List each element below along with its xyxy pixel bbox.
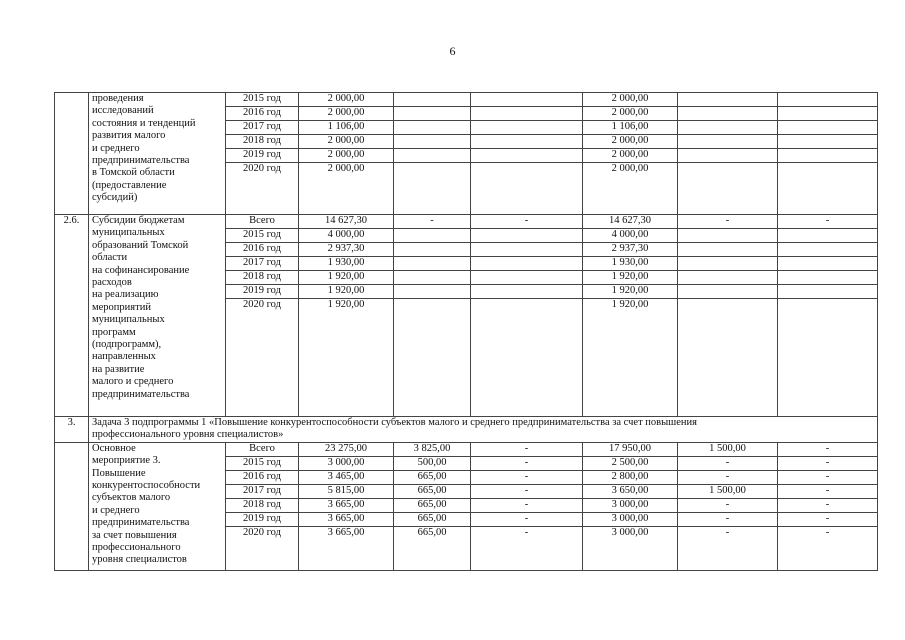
regional-cell: 2 000,00 [583, 149, 678, 163]
regional-cell: 1 920,00 [583, 285, 678, 299]
total-cell: 1 920,00 [299, 271, 394, 285]
column-4-cell [471, 107, 583, 121]
column-4-cell: - [471, 215, 583, 229]
description-line: предпринимательства [92, 155, 190, 167]
period-cell: 2018 год [226, 135, 299, 149]
column-4-cell [471, 135, 583, 149]
total-cell: 3 665,00 [299, 526, 394, 570]
row-number: 2.6. [55, 215, 89, 417]
period-cell: 2016 год [226, 243, 299, 257]
description-line: направленных [92, 351, 156, 363]
row-description [89, 442, 226, 570]
total-cell: 3 465,00 [299, 470, 394, 484]
federal-cell [394, 229, 471, 243]
regional-cell: 2 937,30 [583, 243, 678, 257]
row-number [55, 93, 89, 215]
regional-cell: 17 950,00 [583, 442, 678, 456]
column-7-cell [778, 299, 878, 417]
federal-cell: 665,00 [394, 484, 471, 498]
total-cell: 2 000,00 [299, 149, 394, 163]
federal-cell [394, 121, 471, 135]
regional-cell: 1 106,00 [583, 121, 678, 135]
description-line: Основное [92, 442, 136, 454]
period-cell: 2019 год [226, 512, 299, 526]
column-4-cell: - [471, 512, 583, 526]
table-row [55, 442, 878, 456]
column-6-cell [678, 257, 778, 271]
description-line: программ [92, 326, 136, 338]
description-line: предпринимательства [92, 388, 190, 400]
description-line: профессионального [92, 542, 181, 554]
task-row [55, 417, 878, 443]
total-cell: 2 000,00 [299, 163, 394, 215]
period-cell: Всего [226, 442, 299, 456]
period-cell: 2016 год [226, 107, 299, 121]
column-6-cell: - [678, 498, 778, 512]
column-4-cell [471, 229, 583, 243]
regional-cell: 2 500,00 [583, 456, 678, 470]
column-6-cell: - [678, 512, 778, 526]
column-6-cell [678, 243, 778, 257]
column-4-cell: - [471, 470, 583, 484]
column-6-cell [678, 271, 778, 285]
column-7-cell: - [778, 498, 878, 512]
column-7-cell: - [778, 512, 878, 526]
regional-cell: 14 627,30 [583, 215, 678, 229]
period-cell: 2019 год [226, 285, 299, 299]
description-line: муниципальных [92, 227, 165, 239]
regional-cell: 2 000,00 [583, 163, 678, 215]
regional-cell: 1 920,00 [583, 271, 678, 285]
column-6-cell [678, 285, 778, 299]
period-cell: 2016 год [226, 470, 299, 484]
federal-cell: 665,00 [394, 498, 471, 512]
regional-cell: 2 000,00 [583, 107, 678, 121]
regional-cell: 3 000,00 [583, 498, 678, 512]
column-7-cell [778, 121, 878, 135]
column-6-cell [678, 163, 778, 215]
total-cell: 1 930,00 [299, 257, 394, 271]
total-cell: 2 937,30 [299, 243, 394, 257]
column-7-cell: - [778, 470, 878, 484]
total-cell: 3 665,00 [299, 512, 394, 526]
row-description [89, 215, 226, 417]
federal-cell: 665,00 [394, 512, 471, 526]
column-7-cell [778, 135, 878, 149]
column-7-cell: - [778, 215, 878, 229]
description-line: состояния и тенденций [92, 117, 196, 129]
column-4-cell [471, 149, 583, 163]
federal-cell [394, 135, 471, 149]
column-7-cell [778, 285, 878, 299]
column-7-cell [778, 93, 878, 107]
description-line: на реализацию [92, 289, 159, 301]
period-cell: 2015 год [226, 229, 299, 243]
regional-cell: 1 920,00 [583, 299, 678, 417]
column-7-cell [778, 149, 878, 163]
federal-cell: 665,00 [394, 470, 471, 484]
column-7-cell [778, 229, 878, 243]
total-cell: 1 106,00 [299, 121, 394, 135]
period-cell: 2017 год [226, 257, 299, 271]
table-row [55, 215, 878, 229]
federal-cell: - [394, 215, 471, 229]
row-description [89, 93, 226, 215]
column-4-cell [471, 121, 583, 135]
federal-cell: 3 825,00 [394, 442, 471, 456]
federal-cell [394, 149, 471, 163]
description-line: на софинансирование [92, 264, 190, 276]
description-line: муниципальных [92, 314, 165, 326]
column-4-cell: - [471, 484, 583, 498]
column-6-cell [678, 299, 778, 417]
row-number [55, 442, 89, 570]
column-7-cell [778, 271, 878, 285]
column-7-cell: - [778, 526, 878, 570]
description-line: субсидий) [92, 192, 138, 204]
period-cell: 2015 год [226, 93, 299, 107]
description-line: (подпрограмм), [92, 339, 162, 351]
column-6-cell: - [678, 470, 778, 484]
task-line: профессионального уровня специалистов» [92, 429, 284, 441]
column-4-cell [471, 271, 583, 285]
description-line: расходов [92, 277, 132, 289]
description-line: малого и среднего [92, 376, 174, 388]
period-cell: 2017 год [226, 484, 299, 498]
column-4-cell [471, 93, 583, 107]
total-cell: 1 920,00 [299, 299, 394, 417]
column-6-cell: - [678, 456, 778, 470]
federal-cell [394, 93, 471, 107]
federal-cell [394, 257, 471, 271]
column-4-cell: - [471, 498, 583, 512]
column-4-cell [471, 285, 583, 299]
description-line: исследований [92, 105, 154, 117]
column-7-cell [778, 257, 878, 271]
regional-cell: 4 000,00 [583, 229, 678, 243]
total-cell: 23 275,00 [299, 442, 394, 456]
total-cell: 14 627,30 [299, 215, 394, 229]
total-cell: 1 920,00 [299, 285, 394, 299]
description-line: Субсидии бюджетам [92, 215, 185, 226]
column-6-cell [678, 135, 778, 149]
description-line: образований Томской [92, 239, 189, 251]
task-line: Задача 3 подпрограммы 1 «Повышение конкурентоспособности субъектов малого и среднего предпринимательства за счет повышения [92, 417, 697, 428]
period-cell: 2017 год [226, 121, 299, 135]
column-6-cell: - [678, 215, 778, 229]
regional-cell: 3 650,00 [583, 484, 678, 498]
federal-cell [394, 285, 471, 299]
column-4-cell [471, 257, 583, 271]
regional-cell: 2 000,00 [583, 135, 678, 149]
federal-cell [394, 163, 471, 215]
column-7-cell [778, 107, 878, 121]
column-7-cell: - [778, 442, 878, 456]
column-4-cell [471, 299, 583, 417]
total-cell: 4 000,00 [299, 229, 394, 243]
federal-cell [394, 243, 471, 257]
regional-cell: 1 930,00 [583, 257, 678, 271]
total-cell: 2 000,00 [299, 93, 394, 107]
page-number: 6 [449, 44, 456, 58]
regional-cell: 2 000,00 [583, 93, 678, 107]
column-4-cell: - [471, 442, 583, 456]
budget-table [54, 92, 878, 571]
description-line: (предоставление [92, 179, 167, 191]
period-cell: 2020 год [226, 299, 299, 417]
description-line: в Томской области [92, 167, 175, 179]
description-line: Повышение [92, 467, 146, 479]
column-6-cell [678, 149, 778, 163]
period-cell: 2020 год [226, 526, 299, 570]
federal-cell [394, 299, 471, 417]
period-cell: 2018 год [226, 498, 299, 512]
column-6-cell [678, 121, 778, 135]
total-cell: 3 000,00 [299, 456, 394, 470]
column-6-cell [678, 229, 778, 243]
description-line: развития малого [92, 130, 166, 142]
column-4-cell: - [471, 526, 583, 570]
period-cell: 2018 год [226, 271, 299, 285]
description-line: предпринимательства [92, 517, 190, 529]
period-cell: Всего [226, 215, 299, 229]
period-cell: 2020 год [226, 163, 299, 215]
federal-cell [394, 271, 471, 285]
description-line: на развитие [92, 363, 145, 375]
column-4-cell [471, 243, 583, 257]
table-row [55, 93, 878, 107]
column-7-cell [778, 243, 878, 257]
description-line: и среднего [92, 142, 140, 154]
column-6-cell: 1 500,00 [678, 484, 778, 498]
regional-cell: 3 000,00 [583, 526, 678, 570]
description-line: субъектов малого [92, 492, 171, 504]
description-line: и среднего [92, 504, 140, 516]
federal-cell: 665,00 [394, 526, 471, 570]
total-cell: 5 815,00 [299, 484, 394, 498]
task-title [89, 417, 878, 443]
column-7-cell [778, 163, 878, 215]
column-4-cell: - [471, 456, 583, 470]
total-cell: 2 000,00 [299, 107, 394, 121]
column-7-cell: - [778, 484, 878, 498]
description-line: мероприятие 3. [92, 455, 161, 467]
description-line: проведения [92, 93, 144, 104]
description-line: области [92, 252, 128, 264]
total-cell: 2 000,00 [299, 135, 394, 149]
period-cell: 2015 год [226, 456, 299, 470]
description-line: за счет повышения [92, 529, 177, 541]
federal-cell: 500,00 [394, 456, 471, 470]
period-cell: 2019 год [226, 149, 299, 163]
column-6-cell [678, 107, 778, 121]
description-line: конкурентоспособности [92, 480, 201, 492]
total-cell: 3 665,00 [299, 498, 394, 512]
column-6-cell: 1 500,00 [678, 442, 778, 456]
federal-cell [394, 107, 471, 121]
column-4-cell [471, 163, 583, 215]
regional-cell: 2 800,00 [583, 470, 678, 484]
column-6-cell [678, 93, 778, 107]
description-line: мероприятий [92, 301, 151, 313]
description-line: уровня специалистов [92, 554, 187, 566]
row-number: 3. [55, 417, 89, 443]
column-6-cell: - [678, 526, 778, 570]
column-7-cell: - [778, 456, 878, 470]
regional-cell: 3 000,00 [583, 512, 678, 526]
